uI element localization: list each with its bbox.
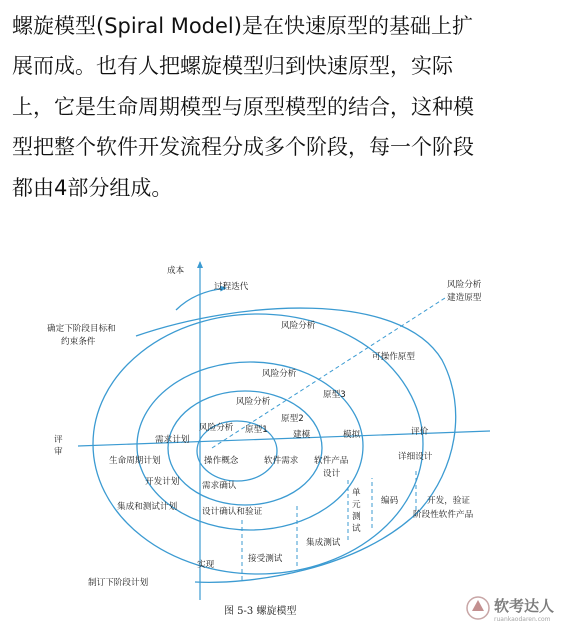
quadrant-review-label: 审 <box>54 447 63 457</box>
watermark-url: ruankaodaren.com <box>494 616 551 623</box>
proto3-label: 原型3 <box>323 390 346 400</box>
build-proto-label: 建造原型 <box>447 293 482 303</box>
unit-test-label: 试 <box>352 524 361 534</box>
iteration-label: 过程迭代 <box>214 282 249 292</box>
quadrant-objectives-label: 确定下阶段目标和 <box>47 324 116 334</box>
paragraph-line: 上，它是生命周期模型与原型模型的结合，这种模 <box>12 94 474 119</box>
watermark <box>467 597 554 623</box>
coding-label: 编码 <box>381 496 399 506</box>
stage-product-label: 阶段性软件产品 <box>413 510 474 520</box>
evaluation-label: 评价 <box>411 427 429 437</box>
design-confirm-label: 设计确认和验证 <box>202 507 263 517</box>
integ-plan-label: 集成和测试计划 <box>117 502 178 512</box>
integ-test-label: 集成测试 <box>306 538 341 548</box>
paragraph-line: 螺旋模型(Spiral Model)是在快速原型的基础上扩 <box>12 14 473 38</box>
operable-proto-label: 可操作原型 <box>372 352 415 362</box>
watermark-name: 软考达人 <box>494 597 555 615</box>
implement-label: 实现 <box>197 560 215 570</box>
unit-test-label: 元 <box>352 500 361 510</box>
product-design-label: 软件产品 <box>314 456 349 466</box>
quadrant-constraints-label: 约束条件 <box>61 337 96 347</box>
spiral-outer-arc <box>136 308 456 582</box>
spiral-ring <box>168 391 322 505</box>
dev-plan-label: 开发计划 <box>145 477 180 487</box>
detail-design-label: 详细设计 <box>398 452 433 462</box>
paragraph-line: 展而成。也有人把螺旋模型归到快速原型，实际 <box>12 54 453 79</box>
unit-test-label: 测 <box>352 512 361 522</box>
accept-test-label: 接受测试 <box>248 554 283 564</box>
risk-analysis-label: 风险分析 <box>281 321 316 331</box>
sw-req-label: 软件需求 <box>264 456 299 466</box>
quadrant-plan-label: 制订下阶段计划 <box>88 578 149 588</box>
dev-verify-label: 开发，验证 <box>427 496 470 506</box>
paragraph-line: 都由4部分组成。 <box>12 175 173 200</box>
req-confirm-label: 需求确认 <box>202 481 237 491</box>
risk-analysis-label: 风险分析 <box>199 423 234 433</box>
req-plan-label: 需求计划 <box>155 435 190 445</box>
op-concept-label: 操作概念 <box>204 456 239 466</box>
product-design-label: 设计 <box>323 469 341 479</box>
cost-axis-label: 成本 <box>167 266 185 276</box>
lifecycle-plan-label: 生命周期计划 <box>109 456 161 466</box>
paragraph-line: 型把整个软件开发流程分成多个阶段，每一个阶段 <box>12 135 474 160</box>
modeling-label: 建模 <box>293 430 311 440</box>
proto2-label: 原型2 <box>281 414 304 424</box>
risk-analysis-label: 风险分析 <box>262 369 297 379</box>
risk-proto-label: 风险分析 <box>447 280 482 290</box>
unit-test-label: 单 <box>352 488 361 498</box>
simulation-label: 模拟 <box>343 430 361 440</box>
quadrant-review-label: 评 <box>54 435 63 445</box>
figure-caption: 图 5-3 螺旋模型 <box>224 606 297 617</box>
risk-analysis-label: 风险分析 <box>236 397 271 407</box>
proto1-label: 原型1 <box>245 425 268 435</box>
